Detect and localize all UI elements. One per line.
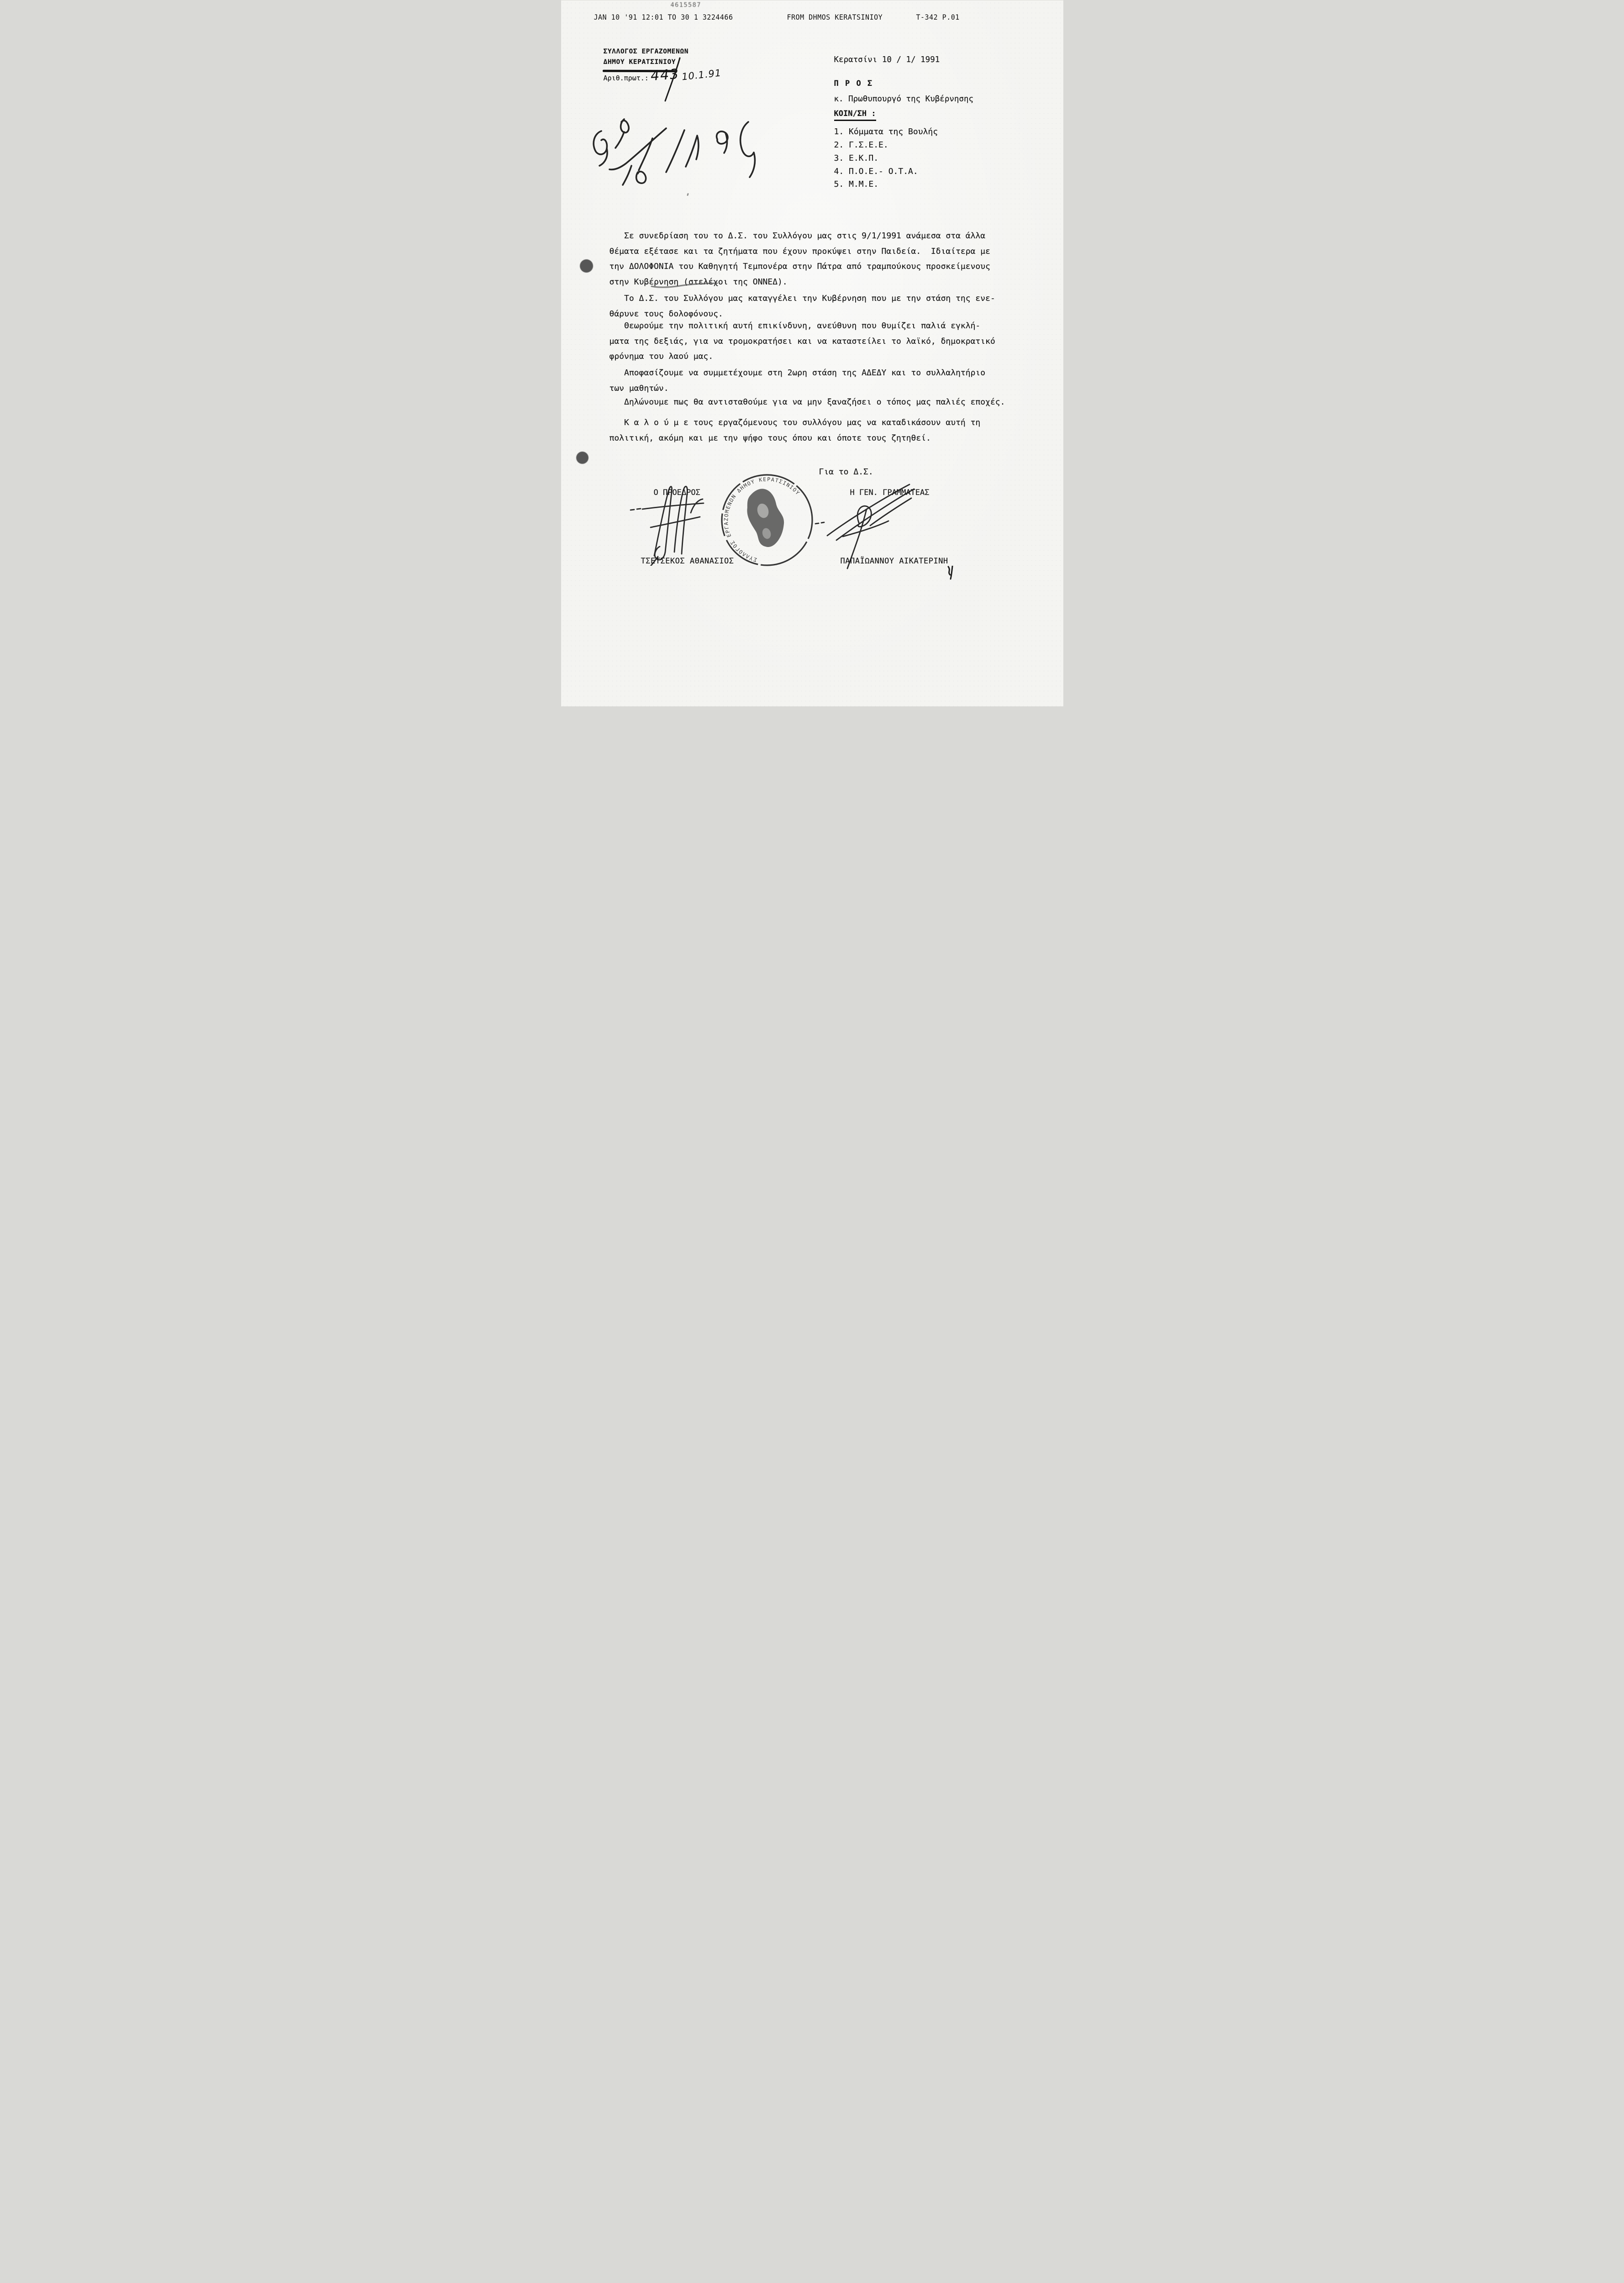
letterhead-org-line1: ΣΥΛΛΟΓΟΣ ΕΡΓΑΖΟΜΕΝΩΝ xyxy=(603,48,689,55)
body-paragraph-2 xyxy=(610,291,995,321)
body-line: ματα της δεξιάς, για να τρομοκρατήσει και να καταστείλει το λαϊκό, δημοκρατικό xyxy=(609,336,995,346)
ink-speck xyxy=(687,193,689,196)
body-paragraph-6 xyxy=(610,415,981,446)
body-paragraph-4 xyxy=(610,365,986,396)
body-line: πολιτική, ακόμη και με την ψήφο τους όπου και όποτε τους ζητηθεί. xyxy=(609,433,931,443)
cc-label: ΚΟΙΝ/ΣΗ : xyxy=(834,109,876,121)
protocol-date-handwritten: 10.1.91 xyxy=(681,67,722,83)
hand-underline xyxy=(651,283,718,288)
handwritten-annotation xyxy=(588,112,775,192)
body-line: την ΔΟΛΟΦΟΝΙΑ του Καθηγητή Τεμπονέρα στην Πάτρα από τραμπούκους προσκείμενους xyxy=(609,262,990,271)
secretary-name: ΠΑΠΑΪΩΑΝΝΟΥ ΑΙΚΑΤΕΡΙΝΗ xyxy=(840,557,948,566)
fax-page-number: T-342 P.01 xyxy=(916,13,960,22)
body-line: Αποφασίζουμε να συμμετέχουμε στη 2ωρη στάση της ΑΔΕΔΥ και το συλλαλητήριο xyxy=(609,368,986,378)
body-line: στην Κυβέρνηση (στελέχοι της ΟΝΝΕΔ). xyxy=(609,277,788,287)
recipient-label: Π Ρ Ο Σ xyxy=(834,79,873,88)
cc-item-4: 4. Π.Ο.Ε.- Ο.Τ.Α. xyxy=(834,167,918,176)
cc-item-1: 1. Κόμματα της Βουλής xyxy=(834,127,938,137)
recipient-line: κ. Πρωθυπουργό της Κυβέρνησης xyxy=(834,95,974,104)
place-and-date: Κερατσίνι 10 / 1/ 1991 xyxy=(834,55,940,64)
stamp-text: ΣΥΛΛΟΓΟΣ ΕΡΓΑΖΟΜΕΝΩΝ ΔΗΜΟΥ ΚΕΡΑΤΣΙΝΙΟΥ xyxy=(722,476,801,563)
fax-serial-number: 4615587 xyxy=(670,1,701,9)
body-line: φρόνημα του λαού μας. xyxy=(609,352,714,361)
president-title: Ο ΠΡΟΕΔΡΟΣ xyxy=(653,488,700,497)
scanned-fax-document xyxy=(561,0,1063,706)
body-paragraph-1 xyxy=(610,228,990,289)
secretary-title: Η ΓΕΝ. ΓΡΑΜΜΑΤΕΑΣ xyxy=(850,488,930,497)
letterhead-org-line2: ΔΗΜΟΥ ΚΕΡΑΤΣΙΝΙΟΥ xyxy=(603,58,676,66)
cc-item-3: 3. Ε.Κ.Π. xyxy=(834,153,879,163)
body-line: Δηλώνουμε πως θα αντισταθούμε για να μην ξαναζήσει ο τόπος μας παλιές εποχές. xyxy=(609,397,1005,407)
body-line: Θεωρούμε την πολιτική αυτή επικίνδυνη, ανεύθυνη που θυμίζει παλιά εγκλή- xyxy=(609,321,981,331)
body-line: Κ α λ ο ύ μ ε τους εργαζόμενους του συλλόγου μας να καταδικάσουν αυτή τη xyxy=(609,418,981,427)
body-line: θάρυνε τους δολοφόνους. xyxy=(609,309,723,319)
body-paragraph-5 xyxy=(610,395,1005,410)
protocol-slash-stroke xyxy=(662,57,682,103)
punch-hole-bottom xyxy=(576,452,589,464)
body-line: Σε συνεδρίαση του το Δ.Σ. του Συλλόγου μας στις 9/1/1991 ανάμεσα στα άλλα xyxy=(609,231,986,241)
body-line: Το Δ.Σ. του Συλλόγου μας καταγγέλει την Κυβέρνηση που με την στάση της ενε- xyxy=(609,294,995,303)
president-name: ΤΣΕΤΣΕΚΟΣ ΑΘΑΝΑΣΙΟΣ xyxy=(641,557,734,566)
body-paragraph-3 xyxy=(610,318,995,364)
cc-item-5: 5. Μ.Μ.Ε. xyxy=(834,179,879,189)
body-line: θέματα εξέτασε και τα ζητήματα που έχουν προκύψει στην Παιδεία. Ιδιαίτερα με xyxy=(609,246,990,256)
protocol-number-label: Αριθ.πρωτ.: xyxy=(603,74,649,82)
ink-mark xyxy=(946,566,957,580)
body-line: των μαθητών. xyxy=(609,383,669,393)
punch-hole-top xyxy=(580,259,593,273)
for-the-board: Για το Δ.Σ. xyxy=(819,467,873,477)
cc-item-2: 2. Γ.Σ.Ε.Ε. xyxy=(834,140,888,150)
fax-transmission-info: JAN 10 '91 12:01 TO 30 1 3224466 xyxy=(594,13,733,22)
protocol-number-handwritten: 443 xyxy=(650,66,680,84)
fax-from: FROM DHMOS KERATSINIOY xyxy=(787,13,883,22)
